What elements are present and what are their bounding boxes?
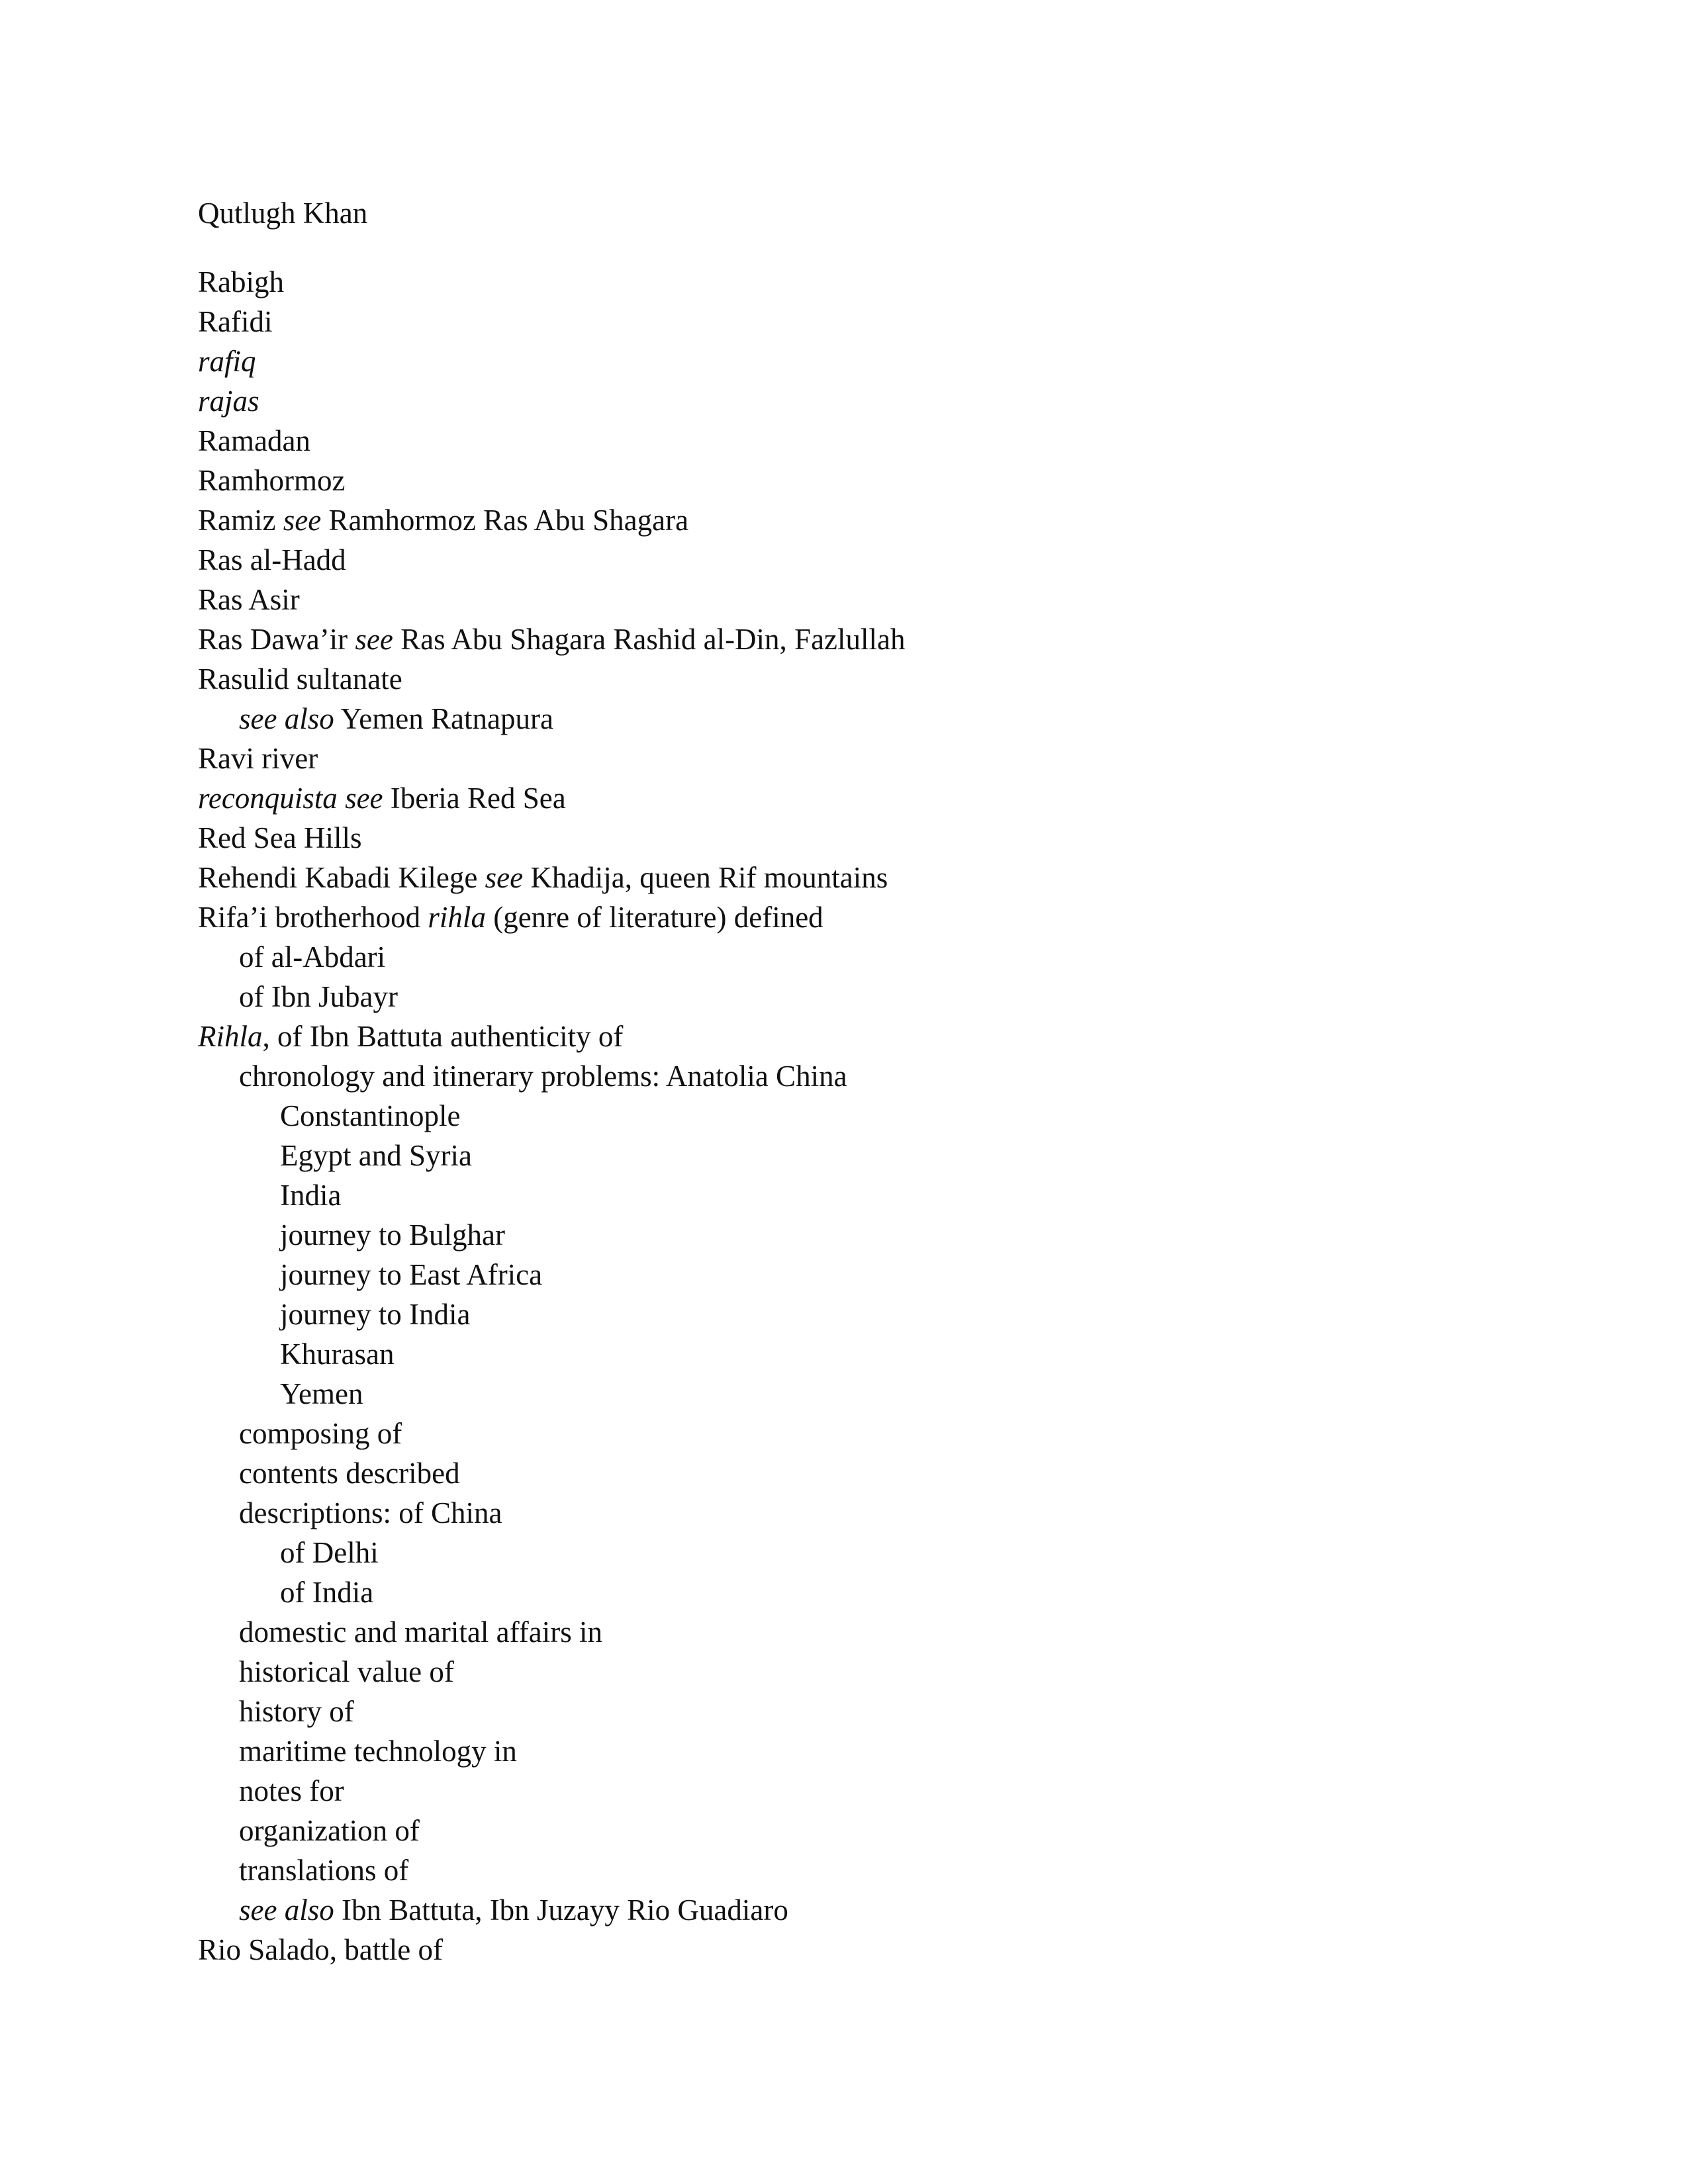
index-subsubentry-constantinople: Constantinople	[280, 1099, 461, 1132]
index-subentry-descriptions-china: descriptions: of China	[239, 1496, 502, 1529]
index-subentry-notes-for: notes for	[239, 1774, 344, 1807]
index-entry-ramhormoz: Ramhormoz	[198, 464, 346, 497]
index-entry-ras-asir: Ras Asir	[198, 583, 300, 616]
see-also-reference: see also	[239, 1893, 334, 1927]
see-reference: see	[355, 623, 401, 656]
index-entry-ramadan: Ramadan	[198, 424, 310, 457]
index-entry-ramiz: Ramiz see Ramhormoz Ras Abu Shagara	[198, 504, 689, 537]
index-subentry-maritime-technology: maritime technology in	[239, 1735, 517, 1768]
letter-gap	[198, 233, 1522, 262]
index-subentry-translations-of: translations of	[239, 1854, 409, 1887]
index-entry-rabigh: Rabigh	[198, 265, 284, 298]
index-entry-ras-al-hadd: Ras al-Hadd	[198, 543, 346, 576]
index-subsubentry-india: India	[280, 1179, 342, 1212]
index-subsubentry-journey-bulghar: journey to Bulghar	[280, 1218, 505, 1251]
index-entry-rehendi: Rehendi Kabadi Kilege see Khadija, queen Rif mountains	[198, 861, 888, 894]
index-subentry-history-of: history of	[239, 1695, 354, 1728]
index-entry-reconquista: reconquista see Iberia Red Sea	[198, 782, 566, 815]
index-subsubentry-journey-east-africa: journey to East Africa	[280, 1258, 543, 1291]
index-subsubentry-of-india: of India	[280, 1576, 374, 1609]
index-entry-rasulid-sultanate: Rasulid sultanate	[198, 662, 402, 696]
index-subentry-organization-of: organization of	[239, 1814, 420, 1847]
index-subentry-domestic-marital: domestic and marital affairs in	[239, 1615, 602, 1649]
index-subsubentry-egypt-syria: Egypt and Syria	[280, 1139, 472, 1172]
see-reference: see	[337, 782, 391, 815]
index-entry-rihla-ibn-battuta: Rihla, of Ibn Battuta authenticity of	[198, 1020, 624, 1053]
index-entry-rafidi: Rafidi	[198, 305, 273, 338]
index-subentry-rasulid-see-also: see also Yemen Ratnapura	[239, 702, 553, 735]
index-subsubentry-khurasan: Khurasan	[280, 1338, 395, 1371]
see-reference: see	[283, 504, 329, 537]
index-entry-rajas: rajas	[198, 385, 259, 418]
index-subentry-chronology: chronology and itinerary problems: Anatolia China	[239, 1060, 847, 1093]
index-entry-rafiq: rafiq	[198, 345, 256, 378]
index-subentry-rihla-see-also: see also Ibn Battuta, Ibn Juzayy Rio Guadiaro	[239, 1893, 788, 1927]
index-entry-qutlugh-khan: Qutlugh Khan	[198, 197, 368, 230]
index-list	[198, 193, 1522, 1970]
index-entry-rio-salado: Rio Salado, battle of	[198, 1933, 443, 1966]
index-subsubentry-yemen: Yemen	[280, 1377, 363, 1410]
index-subsubentry-of-delhi: of Delhi	[280, 1536, 379, 1569]
see-also-reference: see also	[239, 702, 334, 735]
see-reference: see	[485, 861, 531, 894]
index-entry-red-sea-hills: Red Sea Hills	[198, 821, 362, 854]
index-subentry-historical-value: historical value of	[239, 1655, 454, 1688]
index-subentry-composing-of: composing of	[239, 1417, 402, 1450]
index-entry-ravi-river: Ravi river	[198, 742, 318, 775]
index-entry-ras-dawair: Ras Dawa’ir see Ras Abu Shagara Rashid al-Din, Fazlullah	[198, 623, 906, 656]
index-subentry-contents-described: contents described	[239, 1457, 460, 1490]
index-subentry-of-al-abdari: of al-Abdari	[239, 940, 386, 974]
index-entry-rifai-brotherhood: Rifa’i brotherhood rihla (genre of literature) defined	[198, 901, 823, 934]
index-subsubentry-journey-india: journey to India	[280, 1298, 471, 1331]
index-subentry-of-ibn-jubayr: of Ibn Jubayr	[239, 980, 398, 1013]
